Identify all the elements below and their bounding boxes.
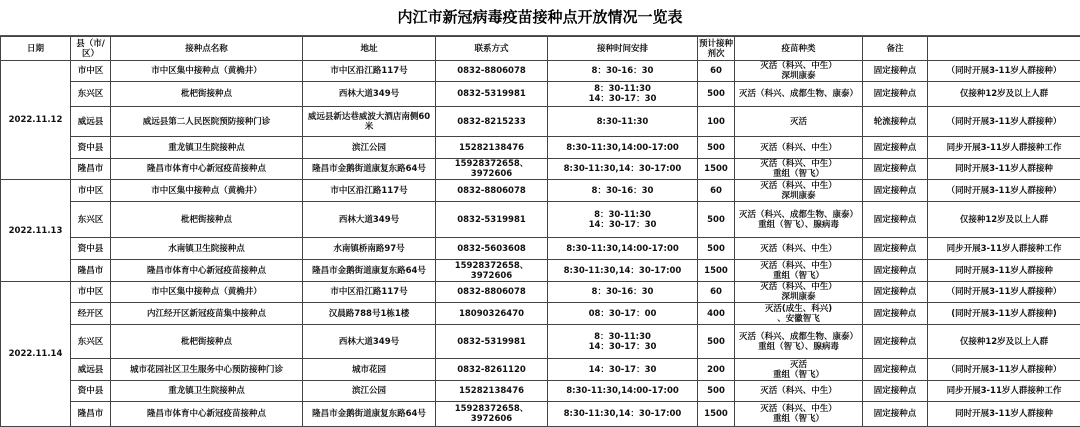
county-cell: 东兴区 [71, 202, 111, 238]
address-cell: 滨江公园 [303, 381, 436, 402]
notes-cell: 同时开展3-11岁人群接种 [928, 159, 1080, 180]
vaccine-type-cell: 灭活(成生、科兴) 、安徽智飞 [735, 303, 863, 325]
notes-cell: 仅接种12岁及以上人群 [928, 325, 1080, 359]
planned-doses-cell: 60 [698, 61, 735, 82]
remarks-cell: 固定接种点 [863, 303, 928, 325]
vaccine-type-cell: 灭活（科兴、中生） 深圳康泰 [735, 282, 863, 303]
planned-doses-cell: 400 [698, 303, 735, 325]
planned-doses-cell: 200 [698, 359, 735, 381]
vaccine-type-cell: 灭活 重组（智飞） [735, 359, 863, 381]
contact-cell: 0832-5319981 [436, 202, 548, 238]
table-row [1, 282, 1080, 303]
vaccination-sites-table [0, 36, 1080, 427]
county-cell: 经开区 [71, 303, 111, 325]
county-cell: 威远县 [71, 359, 111, 381]
notes-cell: 仅接种12岁及以上人群 [928, 82, 1080, 107]
vaccine-type-cell: 灭活（科兴、成都生物、康泰） 重组（智飞）、腺病毒 [735, 325, 863, 359]
table-row [1, 303, 1080, 325]
schedule-cell: 8：30-11:30 14：30-17：30 [548, 325, 698, 359]
remarks-cell: 固定接种点 [863, 180, 928, 202]
notes-cell: （同时开展3-11岁人群接种） [928, 282, 1080, 303]
notes-cell: （同时开展3-11岁人群接种） [928, 107, 1080, 137]
address-cell: 水南镇桥南路97号 [303, 238, 436, 260]
contact-cell: 15928372658、3972606 [436, 402, 548, 427]
header-row [1, 37, 1080, 61]
schedule-cell: 8:30-11:30,14:00-17:00 [548, 381, 698, 402]
header-remarks: 备注 [863, 37, 928, 61]
remarks-cell: 固定接种点 [863, 359, 928, 381]
table-row [1, 82, 1080, 107]
planned-doses-cell: 500 [698, 137, 735, 159]
table-row [1, 180, 1080, 202]
address-cell: 市中区沿江路117号 [303, 282, 436, 303]
remarks-cell: 固定接种点 [863, 159, 928, 180]
header-vaccine-type: 疫苗种类 [735, 37, 863, 61]
contact-cell: 0832-5319981 [436, 325, 548, 359]
address-cell: 市中区沿江路117号 [303, 180, 436, 202]
address-cell: 隆昌市金鹅街道康复东路64号 [303, 159, 436, 180]
schedule-cell: 08：30-17：00 [548, 303, 698, 325]
table-row [1, 325, 1080, 359]
site-name-cell: 重龙镇卫生院接种点 [111, 137, 303, 159]
remarks-cell: 固定接种点 [863, 82, 928, 107]
table-row [1, 238, 1080, 260]
county-cell: 威远县 [71, 107, 111, 137]
planned-doses-cell: 1500 [698, 402, 735, 427]
header-county: 县（市/区） [71, 37, 111, 61]
header-site-name: 接种点名称 [111, 37, 303, 61]
planned-doses-cell: 500 [698, 82, 735, 107]
vaccine-type-cell: 灭活（科兴、中生） 深圳康泰 [735, 61, 863, 82]
contact-cell: 0832-8806078 [436, 282, 548, 303]
schedule-cell: 8:30-11:30,14:00-17:00 [548, 137, 698, 159]
county-cell: 资中县 [71, 137, 111, 159]
contact-cell: 15282138476 [436, 137, 548, 159]
address-cell: 城市花园 [303, 359, 436, 381]
header-schedule: 接种时间安排 [548, 37, 698, 61]
address-cell: 西林大道349号 [303, 325, 436, 359]
schedule-cell: 8:30-11:30,14:00-17:00 [548, 238, 698, 260]
site-name-cell: 隆昌市体育中心新冠疫苗接种点 [111, 260, 303, 282]
site-name-cell: 枇杷街接种点 [111, 82, 303, 107]
planned-doses-cell: 500 [698, 325, 735, 359]
schedule-cell: 8:30-11:30,14：30-17:00 [548, 159, 698, 180]
table-row [1, 260, 1080, 282]
county-cell: 隆昌市 [71, 260, 111, 282]
notes-cell: 同时开展3-11岁人群接种 [928, 402, 1080, 427]
address-cell: 汉晨路788号1栋1楼 [303, 303, 436, 325]
table-row [1, 202, 1080, 238]
contact-cell: 15928372658、3972606 [436, 159, 548, 180]
notes-cell: 同时开展3-11岁人群接种 [928, 260, 1080, 282]
vaccine-type-cell: 灭活（科兴、中生） [735, 381, 863, 402]
site-name-cell: 内江经开区新冠疫苗集中接种点 [111, 303, 303, 325]
site-name-cell: 枇杷街接种点 [111, 325, 303, 359]
site-name-cell: 隆昌市体育中心新冠疫苗接种点 [111, 402, 303, 427]
planned-doses-cell: 100 [698, 107, 735, 137]
site-name-cell: 重龙镇卫生院接种点 [111, 381, 303, 402]
contact-cell: 0832-8806078 [436, 180, 548, 202]
contact-cell: 0832-8215233 [436, 107, 548, 137]
notes-cell: （同时开展3-11岁人群接种） [928, 61, 1080, 82]
planned-doses-cell: 500 [698, 381, 735, 402]
county-cell: 隆昌市 [71, 159, 111, 180]
vaccine-type-cell: 灭活（科兴、中生） 重组（智飞） [735, 159, 863, 180]
remarks-cell: 固定接种点 [863, 137, 928, 159]
date-cell: 2022.11.13 [1, 180, 71, 282]
table-row [1, 61, 1080, 82]
county-cell: 市中区 [71, 180, 111, 202]
table-row [1, 359, 1080, 381]
contact-cell: 15928372658、3972606 [436, 260, 548, 282]
remarks-cell: 轮流接种点 [863, 107, 928, 137]
schedule-cell: 8:30-11:30,14：30-17:00 [548, 260, 698, 282]
notes-cell: (同时开展3-11岁人群接种) [928, 303, 1080, 325]
remarks-cell: 固定接种点 [863, 202, 928, 238]
contact-cell: 0832-8261120 [436, 359, 548, 381]
contact-cell: 0832-5319981 [436, 82, 548, 107]
date-cell: 2022.11.14 [1, 282, 71, 427]
remarks-cell: 固定接种点 [863, 282, 928, 303]
notes-cell: （同时开展3-11岁人群接种） [928, 359, 1080, 381]
header-notes [928, 37, 1080, 61]
planned-doses-cell: 1500 [698, 159, 735, 180]
site-name-cell: 市中区集中接种点（黄桷井） [111, 180, 303, 202]
remarks-cell: 固定接种点 [863, 260, 928, 282]
county-cell: 市中区 [71, 61, 111, 82]
schedule-cell: 8：30-11:30 14：30-17：30 [548, 202, 698, 238]
planned-doses-cell: 1500 [698, 260, 735, 282]
vaccine-type-cell: 灭活（科兴、中生） 重组（智飞） [735, 260, 863, 282]
schedule-cell: 14：30-17：30 [548, 359, 698, 381]
remarks-cell: 固定接种点 [863, 381, 928, 402]
contact-cell: 0832-5603608 [436, 238, 548, 260]
vaccine-type-cell: 灭活（科兴、中生） 深圳康泰 [735, 180, 863, 202]
table-row [1, 381, 1080, 402]
county-cell: 资中县 [71, 381, 111, 402]
vaccine-type-cell: 灭活（科兴、中生） [735, 137, 863, 159]
table-row [1, 402, 1080, 427]
schedule-cell: 8：30-16：30 [548, 180, 698, 202]
table-row [1, 137, 1080, 159]
notes-cell: 仅接种12岁及以上人群 [928, 202, 1080, 238]
header-date: 日期 [1, 37, 71, 61]
county-cell: 市中区 [71, 282, 111, 303]
schedule-cell: 8:30-11:30 [548, 107, 698, 137]
notes-cell: （同时开展3-11岁人群接种） [928, 180, 1080, 202]
site-name-cell: 市中区集中接种点（黄桷井） [111, 282, 303, 303]
contact-cell: 0832-8806078 [436, 61, 548, 82]
header-planned-doses: 预计接种剂次 [698, 37, 735, 61]
address-cell: 隆昌市金鹅街道康复东路64号 [303, 402, 436, 427]
remarks-cell: 固定接种点 [863, 402, 928, 427]
planned-doses-cell: 500 [698, 202, 735, 238]
contact-cell: 18090326470 [436, 303, 548, 325]
remarks-cell: 固定接种点 [863, 325, 928, 359]
address-cell: 隆昌市金鹅街道康复东路64号 [303, 260, 436, 282]
remarks-cell: 固定接种点 [863, 238, 928, 260]
notes-cell: 同步开展3-11岁人群接种工作 [928, 238, 1080, 260]
site-name-cell: 城市花园社区卫生服务中心预防接种门诊 [111, 359, 303, 381]
site-name-cell: 市中区集中接种点（黄桷井） [111, 61, 303, 82]
site-name-cell: 威远县第二人民医院预防接种门诊 [111, 107, 303, 137]
notes-cell: 同步开展3-11岁人群接种工作 [928, 137, 1080, 159]
contact-cell: 15282138476 [436, 381, 548, 402]
vaccine-type-cell: 灭活（科兴、中生） [735, 238, 863, 260]
table-row [1, 107, 1080, 137]
schedule-cell: 8：30-16：30 [548, 61, 698, 82]
date-cell: 2022.11.12 [1, 61, 71, 180]
vaccine-type-cell: 灭活（科兴、成都生物、康泰） [735, 82, 863, 107]
planned-doses-cell: 60 [698, 180, 735, 202]
county-cell: 东兴区 [71, 82, 111, 107]
vaccine-type-cell: 灭活（科兴、中生） 重组（智飞） [735, 402, 863, 427]
vaccine-type-cell: 灭活 [735, 107, 863, 137]
address-cell: 西林大道349号 [303, 202, 436, 238]
planned-doses-cell: 60 [698, 282, 735, 303]
site-name-cell: 枇杷街接种点 [111, 202, 303, 238]
header-address: 地址 [303, 37, 436, 61]
county-cell: 东兴区 [71, 325, 111, 359]
schedule-cell: 8:30-11:30,14：30-17:00 [548, 402, 698, 427]
address-cell: 西林大道349号 [303, 82, 436, 107]
county-cell: 资中县 [71, 238, 111, 260]
remarks-cell: 固定接种点 [863, 61, 928, 82]
vaccine-type-cell: 灭活（科兴、成都生物、康泰） 重组（智飞）、腺病毒 [735, 202, 863, 238]
site-name-cell: 隆昌市体育中心新冠疫苗接种点 [111, 159, 303, 180]
address-cell: 市中区沿江路117号 [303, 61, 436, 82]
address-cell: 威远县新达巷威波大酒店南侧60米 [303, 107, 436, 137]
page-title: 内江市新冠病毒疫苗接种点开放情况一览表 [0, 0, 1080, 36]
header-contact: 联系方式 [436, 37, 548, 61]
site-name-cell: 水南镇卫生院接种点 [111, 238, 303, 260]
schedule-cell: 8：30-16：30 [548, 282, 698, 303]
county-cell: 隆昌市 [71, 402, 111, 427]
address-cell: 滨江公园 [303, 137, 436, 159]
schedule-cell: 8：30-11:30 14：30-17：30 [548, 82, 698, 107]
planned-doses-cell: 500 [698, 238, 735, 260]
table-row [1, 159, 1080, 180]
notes-cell: 同步开展3-11岁人群接种工作 [928, 381, 1080, 402]
